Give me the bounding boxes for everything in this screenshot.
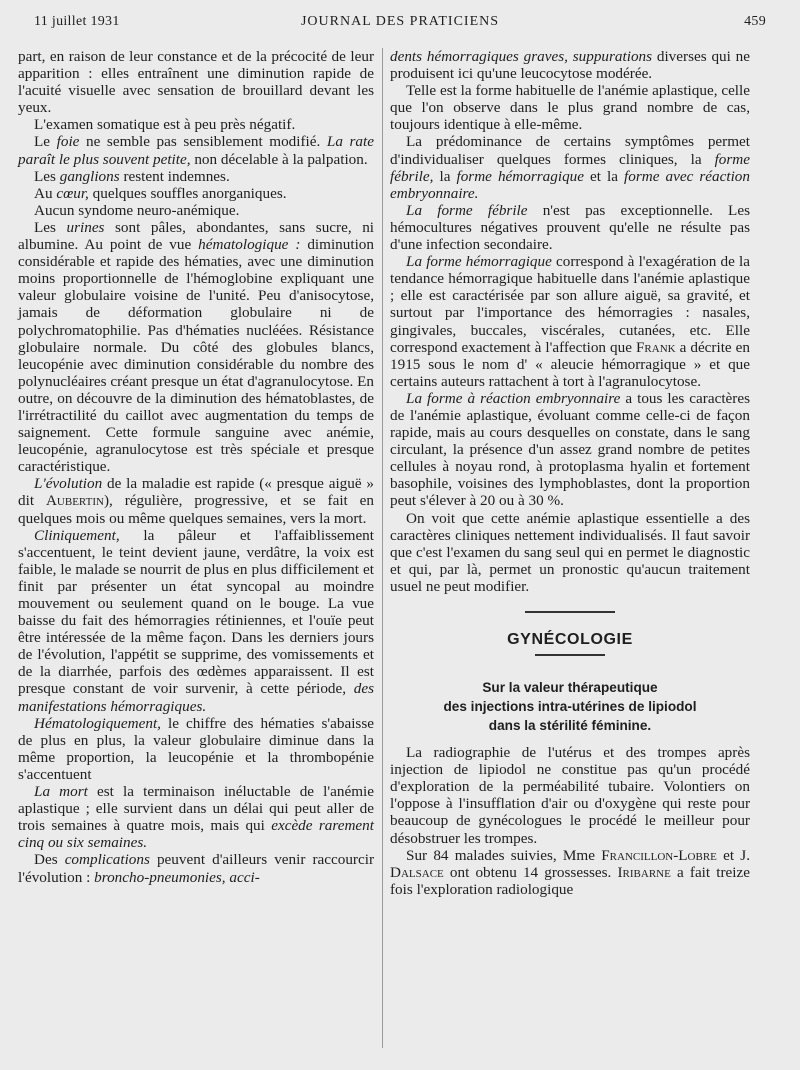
paragraph: Sur 84 malades suivies, Mme Francillon-Lobre et J. Dalsace ont obtenu 14 grossesses. Iribarne a fait treize fois l'exploration radiologique <box>390 846 751 898</box>
paragraph: Les ganglions restent indemnes. <box>34 167 230 185</box>
paragraph: Aucun syndome neuro-anémique. <box>34 201 240 219</box>
author-name: Frank <box>635 338 676 356</box>
page-number: 459 <box>744 14 766 29</box>
paragraph: La prédominance de certains symptômes permet d'individualiser quelques formes cliniques, la forme fébrile, la forme hémorragique et la forme avec réaction embryonnaire. <box>390 133 750 202</box>
paragraph: La forme à réaction embryonnaire a tous les caractères de l'anémie aplastique, évoluant comme celle-ci de façon rapide, mais au cours desquelles on constate, dans le sang circulant, la présence d'un assez grand nombre de petites cellules à noyau rond, à protoplasma hyalin et fortement basophile, voisines des lymphoblastes, dont la proportion peut s'élever à 20 ou à 30 %. <box>390 389 750 510</box>
paragraph: L'examen somatique est à peu près négatif. <box>34 116 296 134</box>
column-divider <box>382 48 383 1048</box>
author-name: Francillon-Lobre <box>601 846 717 864</box>
paragraph: Les urines sont pâles, abondantes, sans sucre, ni albumine. Au point de vue hématologique : diminution considérable et rapide des hématies, avec une diminution moins proportionnelle de l'hémoglobine expliquant une valeur globulaire voisine de l'unité. Peu d'anisocytose, jamais de déformation globulaire ni de polychromatophilie. Pas d'hématies nucléées. Résistance globulaire normale. Du côté des globules blancs, leucopénie avec diminution considérable du nombre des polynucléaires créant presque un état d'agranulocytose. En outre, on découvre de la diminution des hématoblastes, de l'irrétractilité du caillot avec augmentation du temps de saignement. Cette formule sanguine avec anémie, leucopénie, agranulocytose est très spéciale et presque caractéristique. <box>18 218 375 476</box>
paragraph: L'évolution de la maladie est rapide (« presque aiguë » dit Aubertin), régulière, progressive, et se fait en quelques mois ou même quelques semaines, vers la mort. <box>18 475 374 527</box>
issue-date: 11 juillet 1931 <box>34 14 120 29</box>
article-title: Sur la valeur thérapeutique des injections intra-utérines de lipiodol dans la stérilité féminine. <box>443 680 697 734</box>
paragraph: dents hémorragiques graves, suppurations diverses qui ne produisent ici qu'une leucocytose modérée. <box>390 48 750 83</box>
paragraph: Hématologiquement, le chiffre des hématies s'abaisse de plus en plus, la valeur globulaire diminue dans la même proportion, la leucopénie et la thrombopénie s'accentuent <box>18 714 374 783</box>
author-name: Aubertin <box>45 492 104 510</box>
author-name: Dalsace <box>390 863 444 881</box>
left-column <box>18 48 374 886</box>
paragraph: Au cœur, quelques souffles anorganiques. <box>34 184 287 202</box>
journal-title: JOURNAL DES PRATICIENS <box>300 14 500 29</box>
paragraph: La radiographie de l'utérus et des trompes après injection de lipiodol ne constitue pas qu'un procédé d'exploration de la perméabilité tubaire. Volontiers on l'oppose à l'insufflation d'air ou d'oxygène qui reste pour beaucoup de gynécologues le procédé le meilleur pour désobstruer les trompes. <box>390 744 750 847</box>
paragraph: La forme fébrile n'est pas exceptionnelle. Les hémocultures négatives prouvent qu'elle ne résulte pas d'une infection secondaire. <box>390 201 750 254</box>
right-column <box>390 48 750 898</box>
paragraph: Le foie ne semble pas sensiblement modifié. La rate paraît le plus souvent petite, non décelable à la palpation. <box>18 133 374 168</box>
article-end-rule <box>525 611 615 613</box>
paragraph: Cliniquement, la pâleur et l'affaiblissement s'accentuent, le teint devient jaune, verdâtre, la voix est faible, le malade se nourrit de plus en plus difficilement et finit par présenter un état syncopal au moindre mouvement ou seulement quand on le bouge. La vue baisse du fait des hémorragies rétiniennes, et l'ouïe peut être intéressée de la même façon. Dans les derniers jours de l'évolution, l'appétit se supprime, des vomissements et de la diarrhée, parfois des œdèmes apparaissent. Il est presque constant de voir survenir, à cette période, des manifestations hémorragiques. <box>18 526 374 715</box>
paragraph: part, en raison de leur constance et de la précocité de leur apparition : elles entraînent une diminution rapide de l'acuité visuelle avec sensation de brouillard devant les yeux. <box>18 48 374 117</box>
section-underline <box>535 654 605 656</box>
author-name: Iribarne <box>617 863 671 881</box>
paragraph: La mort est la terminaison inéluctable de l'anémie aplastique ; elle survient dans un délai qui peut aller de trois semaines à quatre mois, mais qui excède rarement cinq ou six semaines. <box>18 783 374 852</box>
paragraph: On voit que cette anémie aplastique essentielle a des caractères cliniques nettement individualisés. Il faut savoir que c'est l'examen du sang seul qui en permet le diagnostic et qui, par là, permet un pronostic qu'aucun traitement usuel ne peut modifier. <box>390 509 750 595</box>
section-heading: GYNÉCOLOGIE <box>507 631 633 648</box>
paragraph: Telle est la forme habituelle de l'anémie aplastique, celle que l'on observe dans le plus grand nombre de cas, toujours identique à elle-même. <box>390 82 750 134</box>
paragraph: La forme hémorragique correspond à l'exagération de la tendance hémorragique habituelle dans l'anémie aplastique ; elle est caractérisée par son allure aiguë, sa gravité, et surtout par l'importance des hémorragies : nasales, gingivales, buccales, viscérales, cutanées, etc. Elle correspond exactement à l'affection que Frank a décrite en 1915 sous le nom d' « aleucie hémorragique » et que certains auteurs rattachent à tort à l'agranulocytose. <box>390 253 751 390</box>
paragraph: Des complications peuvent d'ailleurs venir raccourcir l'évolution : broncho-pneumonies, acci- <box>18 851 375 886</box>
running-header <box>30 14 770 36</box>
